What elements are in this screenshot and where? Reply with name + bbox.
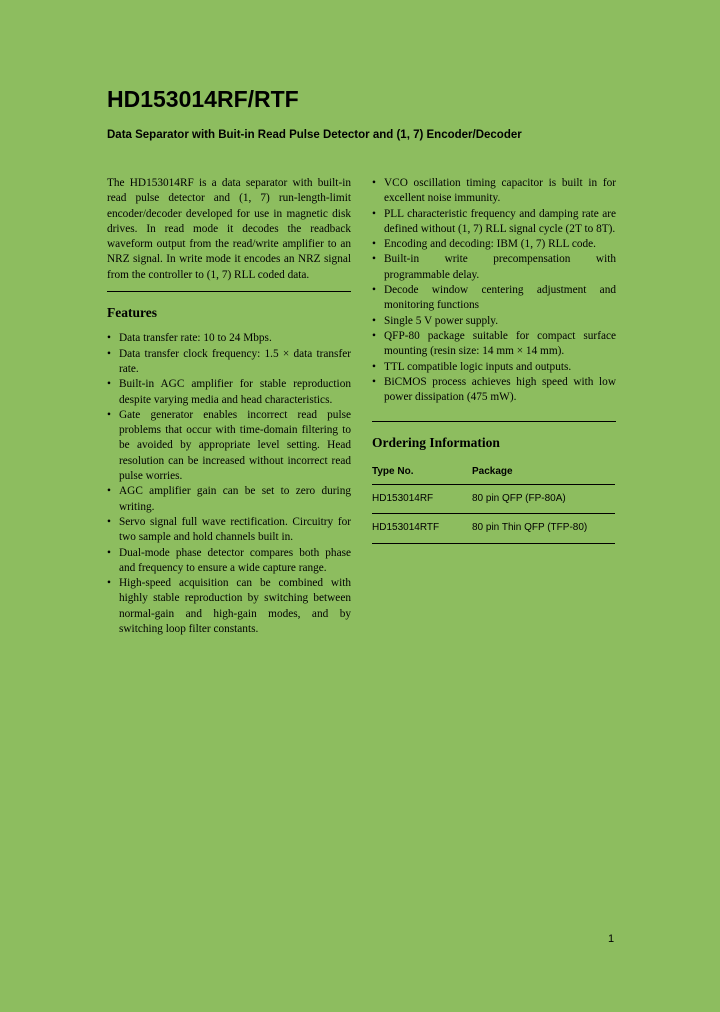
bullet-icon: • xyxy=(372,207,376,220)
type-cell: HD153014RF xyxy=(372,485,472,514)
document-subtitle: Data Separator with Buit-in Read Pulse Detector and (1, 7) Encoder/Decoder xyxy=(107,129,522,141)
feature-item xyxy=(107,331,351,346)
bullet-icon: • xyxy=(372,253,376,266)
feature-text: Built-in AGC amplifier for stable reproduction despite varying media and head characteristics. xyxy=(119,378,351,406)
bullet-icon: • xyxy=(107,408,111,421)
feature-item xyxy=(372,375,616,406)
right-column xyxy=(372,176,616,544)
bullet-icon: • xyxy=(372,177,376,189)
features-list-continued xyxy=(372,176,616,405)
feature-item xyxy=(107,484,351,515)
feature-item xyxy=(107,576,351,637)
type-cell: HD153014RTF xyxy=(372,514,472,543)
feature-text: AGC amplifier gain can be set to zero during writing. xyxy=(119,485,351,513)
feature-text: Single 5 V power supply. xyxy=(384,314,499,327)
table-row xyxy=(372,514,615,543)
page-number: 1 xyxy=(608,933,615,945)
document-title: HD153014RF/RTF xyxy=(107,86,299,112)
feature-text: Dual-mode phase detector compares both phase and frequency to ensure a wide capture range. xyxy=(119,546,351,574)
bullet-icon: • xyxy=(107,546,111,559)
feature-item xyxy=(372,237,616,252)
feature-item xyxy=(372,207,616,238)
feature-item xyxy=(372,329,616,360)
package-cell: 80 pin Thin QFP (TFP-80) xyxy=(472,514,615,543)
feature-text: Encoding and decoding: IBM (1, 7) RLL code. xyxy=(384,238,596,251)
feature-item xyxy=(372,252,616,283)
feature-text: QFP-80 package suitable for compact surface mounting (resin size: 14 mm × 14 mm). xyxy=(384,329,616,358)
feature-item xyxy=(372,176,616,207)
feature-item xyxy=(372,314,616,329)
section-divider xyxy=(372,421,616,422)
feature-text: BiCMOS process achieves high speed with low power dissipation (475 mW). xyxy=(384,375,616,404)
feature-text: Data transfer rate: 10 to 24 Mbps. xyxy=(119,332,272,345)
bullet-icon: • xyxy=(372,238,376,251)
bullet-icon: • xyxy=(107,577,111,590)
package-cell: 80 pin QFP (FP-80A) xyxy=(472,485,615,514)
feature-item xyxy=(372,360,616,375)
left-column xyxy=(107,176,351,637)
feature-item xyxy=(107,347,351,378)
feature-text: High-speed acquisition can be combined with highly stable reproduction by switching between normal-gain and high-gain modes, and by switching loop filter constants. xyxy=(119,577,351,636)
feature-text: PLL characteristic frequency and damping rate are defined without (1, 7) RLL signal cycle (2T to 8T). xyxy=(384,207,616,235)
table-row xyxy=(372,485,615,514)
feature-text: Servo signal full wave rectification. Circuitry for two sample and hold channels built in. xyxy=(119,515,351,544)
column-header-package: Package xyxy=(472,459,615,485)
bullet-icon: • xyxy=(107,485,111,498)
bullet-icon: • xyxy=(107,378,111,391)
bullet-icon: • xyxy=(372,284,376,297)
bullet-icon: • xyxy=(107,347,111,360)
column-header-type: Type No. xyxy=(372,459,472,485)
feature-item xyxy=(107,515,351,546)
feature-item xyxy=(372,283,616,314)
bullet-icon: • xyxy=(372,375,376,388)
feature-text: Gate generator enables incorrect read pulse problems that occur with time-domain filtering to be avoided by appropriate level setting. Head resolution can be increased without incorrect read pulse worries. xyxy=(119,408,351,483)
feature-text: TTL compatible logic inputs and outputs. xyxy=(384,360,572,373)
bullet-icon: • xyxy=(372,329,376,342)
feature-text: Decode window centering adjustment and monitoring functions xyxy=(384,284,616,312)
bullet-icon: • xyxy=(107,515,111,528)
feature-item xyxy=(107,546,351,577)
feature-item xyxy=(107,408,351,484)
feature-item xyxy=(107,377,351,408)
intro-paragraph: The HD153014RF is a data separator with built-in read pulse detector and (1, 7) run-length-limit encoder/decoder developed for use in magnetic disk drives. In read mode it decodes the readback waveform output from the read/write amplifier to an NRZ signal. In write mode it encodes an NRZ signal from the controller to (1, 7) RLL coded data. xyxy=(107,177,351,281)
table-header-row xyxy=(372,459,615,485)
bullet-icon: • xyxy=(372,360,376,373)
features-heading: Features xyxy=(107,305,157,321)
ordering-heading: Ordering Information xyxy=(372,435,500,451)
feature-text: VCO oscillation timing capacitor is built in for excellent noise immunity. xyxy=(384,177,616,205)
features-list xyxy=(107,331,351,637)
bullet-icon: • xyxy=(107,332,111,345)
feature-text: Data transfer clock frequency: 1.5 × data transfer rate. xyxy=(119,347,351,375)
bullet-icon: • xyxy=(372,314,376,327)
feature-text: Built-in write precompensation with programmable delay. xyxy=(384,253,616,281)
section-divider xyxy=(107,291,351,292)
ordering-table xyxy=(372,459,615,544)
